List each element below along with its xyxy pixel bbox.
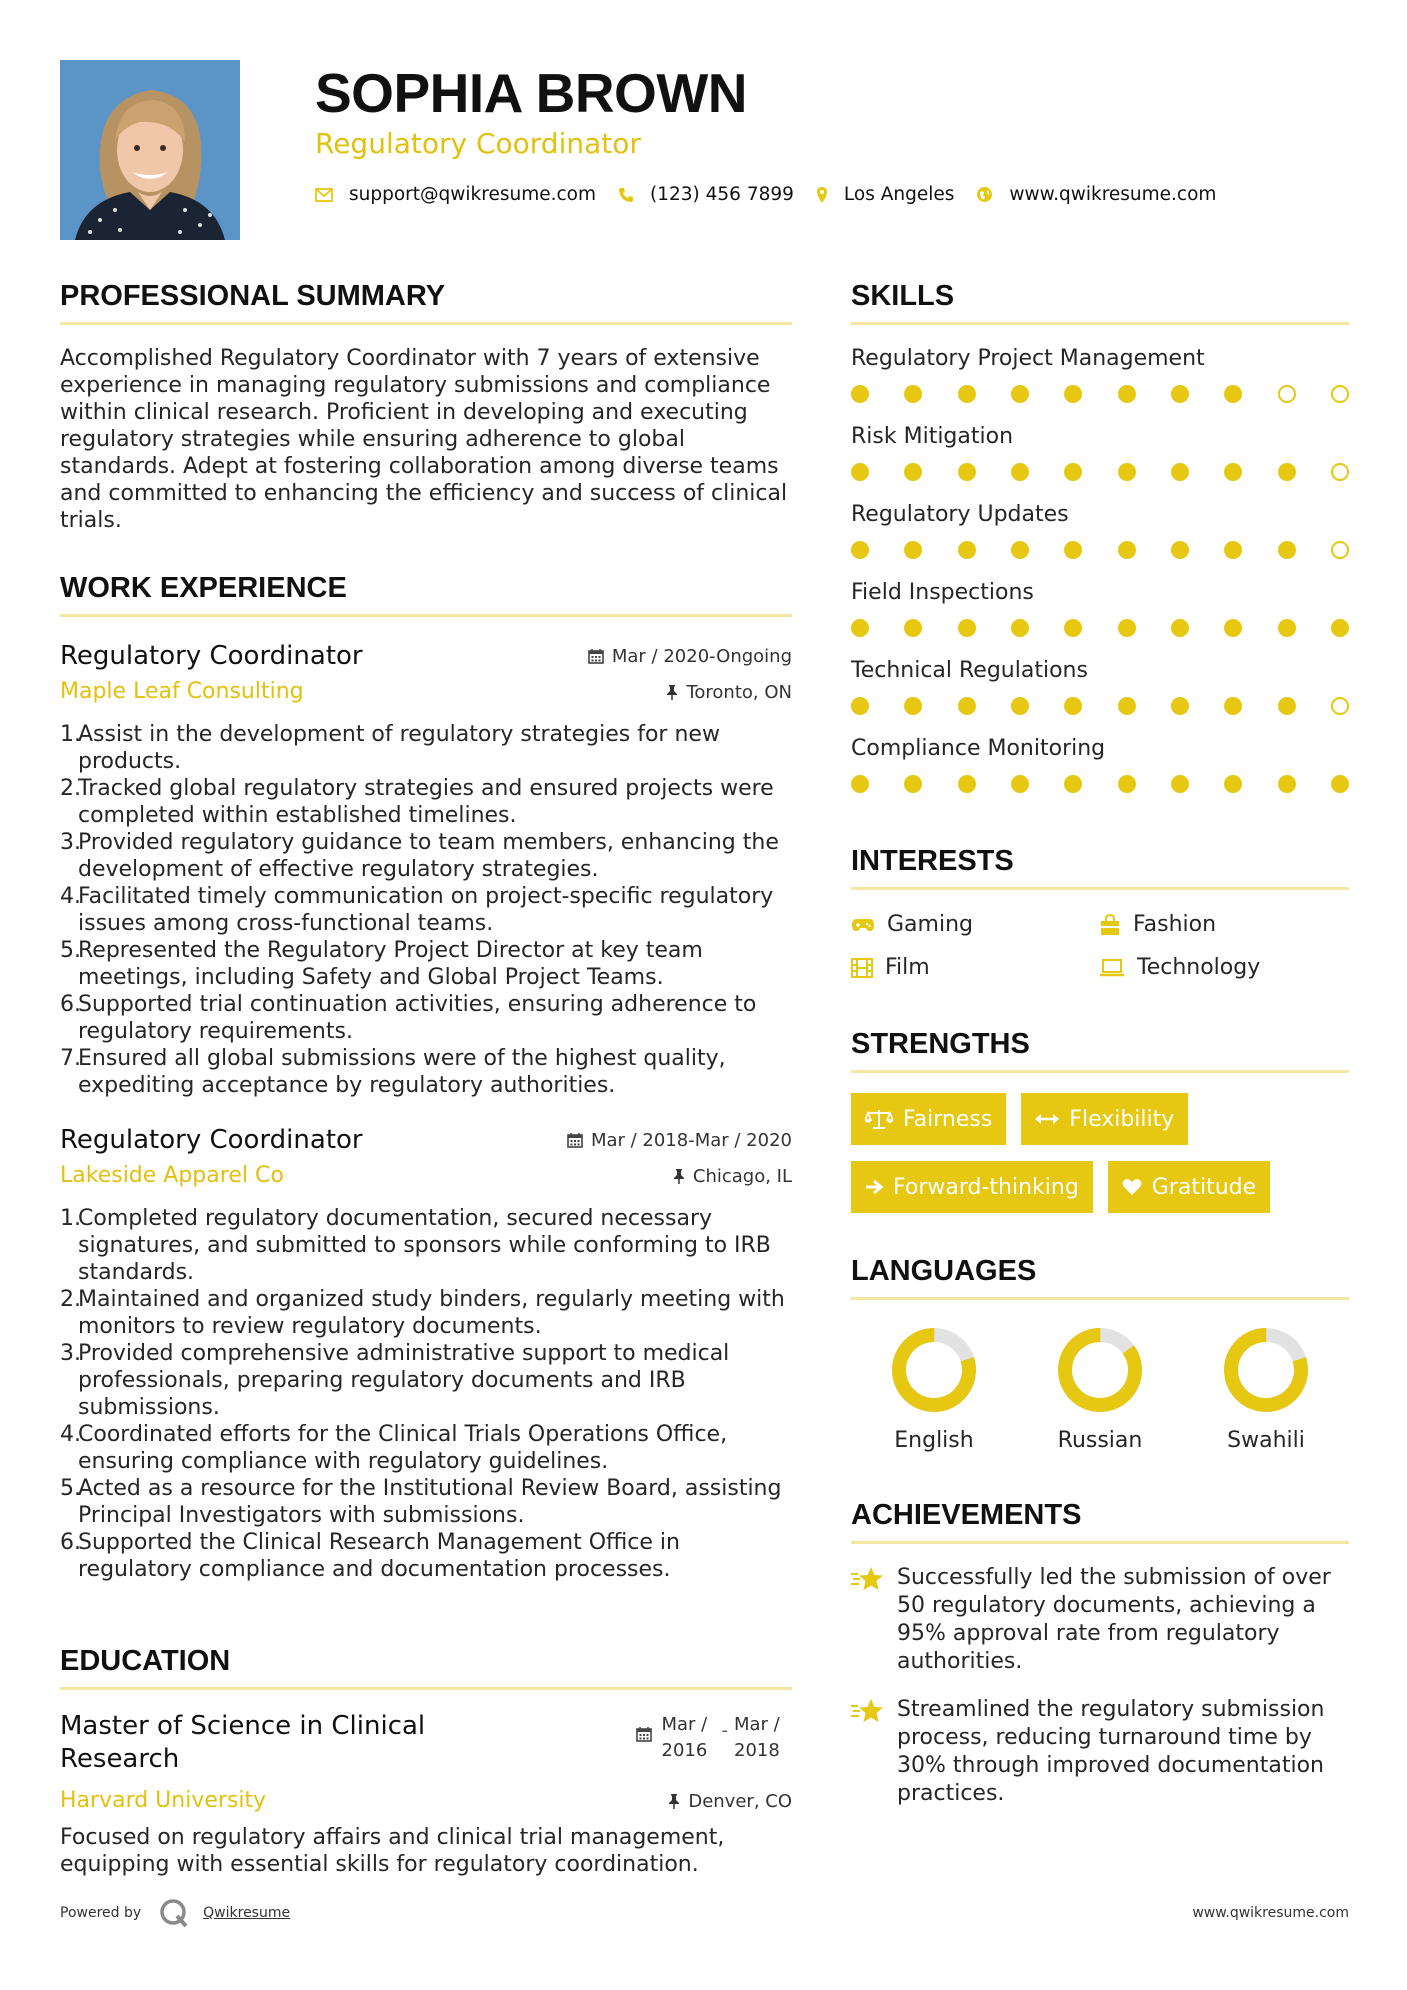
candidate-name: SOPHIA BROWN (315, 62, 747, 124)
rating-dot-filled (958, 385, 976, 403)
skill-name: Regulatory Updates (851, 502, 1069, 527)
rating-dot-filled (958, 775, 976, 793)
skills-list (851, 345, 1349, 793)
rating-dot-filled (1171, 463, 1189, 481)
rating-dot-filled (851, 385, 869, 403)
globe-icon (976, 186, 993, 203)
arrows-horizontal-icon (1035, 1112, 1059, 1126)
pushpin-icon (668, 1793, 680, 1809)
list-item: 1. Completed regulatory documentation, secured necessary signatures, and submitted to sponsors while conforming to IRB standards. (60, 1206, 771, 1285)
contact-location (816, 184, 955, 205)
contact-bar (315, 184, 1375, 205)
contact-email[interactable] (315, 184, 596, 205)
skill-item (851, 579, 1349, 637)
job-bullets (60, 1205, 792, 1583)
language-name: Swahili (1227, 1428, 1305, 1453)
phone-icon (618, 187, 634, 203)
job-location: Chicago, IL (673, 1166, 792, 1187)
rating-dot-filled (1171, 541, 1189, 559)
rating-dot-filled (1064, 775, 1082, 793)
skill-rating (851, 385, 1349, 403)
calendar-icon (567, 1132, 583, 1148)
calendar-icon (636, 1726, 652, 1742)
rating-dot-filled (1171, 775, 1189, 793)
skill-item (851, 735, 1349, 793)
rating-dot-filled (1064, 463, 1082, 481)
company-name: Maple Leaf Consulting (60, 679, 304, 704)
rating-dot-filled (851, 463, 869, 481)
heart-icon (1122, 1178, 1142, 1196)
company-name: Lakeside Apparel Co (60, 1163, 284, 1188)
resume-header (315, 58, 1375, 205)
job-dates: Mar / 2020-Ongoing (588, 646, 792, 667)
list-item: 5. Acted as a resource for the Institutional Review Board, assisting Principal Investigators with submissions. (60, 1476, 782, 1528)
education-heading: EDUCATION (60, 1645, 231, 1677)
skill-item (851, 345, 1349, 403)
rating-dot-filled (1224, 775, 1242, 793)
rating-dot-filled (958, 541, 976, 559)
rating-dot-filled (1118, 697, 1136, 715)
phone-text: (123) 456 7899 (650, 184, 794, 205)
achievements-section (851, 1497, 1349, 1808)
email-text: support@qwikresume.com (349, 184, 596, 205)
education-dates (636, 1710, 793, 1764)
rating-dot-filled (1118, 541, 1136, 559)
pushpin-icon (673, 1168, 685, 1184)
rating-dot-filled (1171, 697, 1189, 715)
rating-dot-filled (1278, 775, 1296, 793)
rating-dot-filled (1118, 619, 1136, 637)
job-title: Regulatory Coordinator (60, 1125, 363, 1155)
left-column (60, 278, 792, 1878)
star-icon (851, 1564, 897, 1676)
language-donut (1058, 1328, 1142, 1412)
rating-dot-filled (1278, 697, 1296, 715)
brand-link[interactable]: Qwikresume (203, 1905, 291, 1921)
section-divider (60, 614, 792, 617)
gamepad-icon (851, 917, 875, 933)
rating-dot-filled (1224, 541, 1242, 559)
rating-dot-filled (1011, 619, 1029, 637)
achievement-item: Streamlined the regulatory submission process, reducing turnaround time by 30% through improved documentation practices. (851, 1696, 1349, 1808)
list-item: 6. Supported the Clinical Research Management Office in regulatory compliance and documentation processes. (60, 1530, 680, 1582)
calendar-icon (588, 648, 604, 664)
footer-url[interactable]: www.qwikresume.com (1192, 1905, 1349, 1921)
date-separator: - (721, 1720, 728, 1741)
strengths-section (851, 1026, 1349, 1229)
rating-dot-filled (1118, 775, 1136, 793)
job-location: Toronto, ON (666, 682, 792, 703)
skill-name: Technical Regulations (851, 658, 1088, 683)
rating-dot-filled (1011, 385, 1029, 403)
rating-dot-filled (851, 775, 869, 793)
skill-name: Risk Mitigation (851, 424, 1014, 449)
strengths-heading: STRENGTHS (851, 1028, 1030, 1060)
rating-dot-empty (1331, 697, 1349, 715)
contact-website[interactable] (976, 184, 1216, 205)
laptop-icon (1099, 959, 1125, 977)
rating-dot-filled (904, 463, 922, 481)
rating-dot-filled (1011, 697, 1029, 715)
rating-dot-filled (1224, 463, 1242, 481)
rating-dot-filled (1224, 619, 1242, 637)
degree-title: Master of Science in Clinical Research (60, 1711, 426, 1774)
rating-dot-filled (1118, 463, 1136, 481)
rating-dot-filled (958, 619, 976, 637)
strength-tag: Gratitude (1108, 1161, 1270, 1213)
list-item: 5. Represented the Regulatory Project Director at key team meetings, including Safety and Global Project Teams. (60, 938, 703, 990)
language-item (1017, 1328, 1183, 1453)
envelope-icon (315, 188, 333, 202)
rating-dot-filled (958, 463, 976, 481)
interests-heading: INTERESTS (851, 845, 1014, 877)
education-section (60, 1643, 792, 1878)
scale-icon (865, 1108, 893, 1130)
location-text: Los Angeles (843, 184, 955, 205)
rating-dot-filled (1118, 385, 1136, 403)
list-item: 1. Assist in the development of regulatory strategies for new products. (60, 722, 720, 774)
candidate-title: Regulatory Coordinator (315, 127, 641, 160)
skill-item (851, 423, 1349, 481)
rating-dot-filled (904, 775, 922, 793)
rating-dot-filled (1171, 385, 1189, 403)
rating-dot-filled (1224, 697, 1242, 715)
powered-by (60, 1898, 290, 1928)
profile-photo (60, 60, 240, 240)
education-end: Mar / 2018 (734, 1714, 780, 1761)
skills-heading: SKILLS (851, 280, 955, 312)
summary-section (60, 278, 792, 534)
qwikresume-logo-icon (159, 1898, 189, 1928)
rating-dot-empty (1278, 385, 1296, 403)
rating-dot-filled (904, 541, 922, 559)
experience-heading: WORK EXPERIENCE (60, 572, 347, 604)
section-divider (851, 1070, 1349, 1073)
rating-dot-filled (1331, 775, 1349, 793)
interest-item: Gaming (851, 912, 1099, 937)
list-item: 6. Supported trial continuation activities, ensuring adherence to regulatory requirements. (60, 992, 757, 1044)
language-item (851, 1328, 1017, 1453)
job-bullets (60, 721, 792, 1099)
skill-rating (851, 775, 1349, 793)
section-divider (60, 1687, 792, 1690)
website-text: www.qwikresume.com (1009, 184, 1217, 205)
languages-heading: LANGUAGES (851, 1255, 1037, 1287)
summary-text: Accomplished Regulatory Coordinator with 7 years of extensive experience in managing regulatory submissions and compliance within clinical research. Proficient in developing and executing regulatory strategies while ensuring adherence to global standards. Adept at fostering collaboration among diverse teams and committed to enhancing the efficiency and success of clinical trials. (60, 346, 788, 533)
rating-dot-filled (1064, 697, 1082, 715)
footer (60, 1898, 1349, 1928)
interest-item: Fashion (1099, 912, 1349, 937)
strength-tag: Flexibility (1021, 1093, 1188, 1145)
skill-name: Field Inspections (851, 580, 1034, 605)
job-entry (60, 1123, 792, 1583)
rating-dot-filled (904, 619, 922, 637)
rating-dot-filled (904, 697, 922, 715)
rating-dot-filled (1331, 619, 1349, 637)
language-name: Russian (1057, 1428, 1143, 1453)
rating-dot-filled (1011, 775, 1029, 793)
skills-section (851, 278, 1349, 793)
job-entry (60, 639, 792, 1099)
rating-dot-empty (1331, 541, 1349, 559)
language-donut (1224, 1328, 1308, 1412)
languages-list (851, 1328, 1349, 1453)
rating-dot-filled (904, 385, 922, 403)
rating-dot-filled (1011, 463, 1029, 481)
list-item: 3. Provided comprehensive administrative support to medical professionals, preparing regulatory documents and IRB submissions. (60, 1341, 730, 1420)
education-start: Mar / 2016 (661, 1714, 708, 1761)
skill-item (851, 501, 1349, 559)
school-name: Harvard University (60, 1788, 267, 1813)
summary-heading: PROFESSIONAL SUMMARY (60, 280, 446, 312)
rating-dot-filled (958, 697, 976, 715)
list-item: 4. Facilitated timely communication on project-specific regulatory issues among cross-functional teams. (60, 884, 774, 936)
school-location: Denver, CO (668, 1791, 792, 1812)
rating-dot-filled (1278, 541, 1296, 559)
job-dates: Mar / 2018-Mar / 2020 (567, 1130, 792, 1151)
language-donut (892, 1328, 976, 1412)
interest-item: Film (851, 955, 1099, 980)
skill-rating (851, 541, 1349, 559)
rating-dot-filled (851, 619, 869, 637)
powered-by-label: Powered by (60, 1905, 142, 1921)
list-item: 7. Ensured all global submissions were of the highest quality, expediting acceptance by regulatory authorities. (60, 1046, 726, 1098)
section-divider (851, 1297, 1349, 1300)
arrow-right-icon (865, 1178, 883, 1196)
rating-dot-filled (1278, 463, 1296, 481)
star-icon (851, 1696, 897, 1808)
achievements-heading: ACHIEVEMENTS (851, 1499, 1082, 1531)
list-item: 3. Provided regulatory guidance to team members, enhancing the development of effective regulatory strategies. (60, 830, 779, 882)
skill-name: Regulatory Project Management (851, 346, 1205, 371)
skill-rating (851, 619, 1349, 637)
skill-rating (851, 697, 1349, 715)
rating-dot-filled (1011, 541, 1029, 559)
shopping-bag-icon (1099, 914, 1121, 936)
rating-dot-filled (1064, 541, 1082, 559)
section-divider (60, 322, 792, 325)
film-icon (851, 958, 873, 978)
rating-dot-empty (1331, 463, 1349, 481)
skill-item (851, 657, 1349, 715)
map-pin-icon (816, 186, 828, 204)
skill-rating (851, 463, 1349, 481)
experience-section (60, 570, 792, 1583)
rating-dot-filled (1171, 619, 1189, 637)
interest-item: Technology (1099, 955, 1349, 980)
education-description: Focused on regulatory affairs and clinical trial management, equipping with essential skills for regulatory coordination. (60, 1825, 725, 1877)
rating-dot-filled (1064, 385, 1082, 403)
list-item: 2. Tracked global regulatory strategies and ensured projects were completed within established timelines. (60, 776, 774, 828)
list-item: 2. Maintained and organized study binders, regularly meeting with monitors to review regulatory documents. (60, 1287, 785, 1339)
language-item (1183, 1328, 1349, 1453)
rating-dot-filled (851, 697, 869, 715)
rating-dot-filled (1278, 619, 1296, 637)
interests-section (851, 843, 1349, 980)
rating-dot-filled (1064, 619, 1082, 637)
section-divider (851, 1541, 1349, 1544)
pushpin-icon (666, 684, 678, 700)
languages-section (851, 1253, 1349, 1453)
skill-name: Compliance Monitoring (851, 736, 1106, 761)
contact-phone[interactable] (618, 184, 794, 205)
section-divider (851, 887, 1349, 890)
achievement-item: Successfully led the submission of over 50 regulatory documents, achieving a 95% approval rate from regulatory authorities. (851, 1564, 1349, 1676)
rating-dot-empty (1331, 385, 1349, 403)
rating-dot-filled (1224, 385, 1242, 403)
strength-tag: Fairness (851, 1093, 1006, 1145)
language-name: English (894, 1428, 974, 1453)
list-item: 4. Coordinated efforts for the Clinical Trials Operations Office, ensuring compliance with regulatory guidelines. (60, 1422, 728, 1474)
right-column (851, 278, 1349, 1808)
strength-tag: Forward-thinking (851, 1161, 1093, 1213)
section-divider (851, 322, 1349, 325)
job-title: Regulatory Coordinator (60, 641, 363, 671)
rating-dot-filled (851, 541, 869, 559)
